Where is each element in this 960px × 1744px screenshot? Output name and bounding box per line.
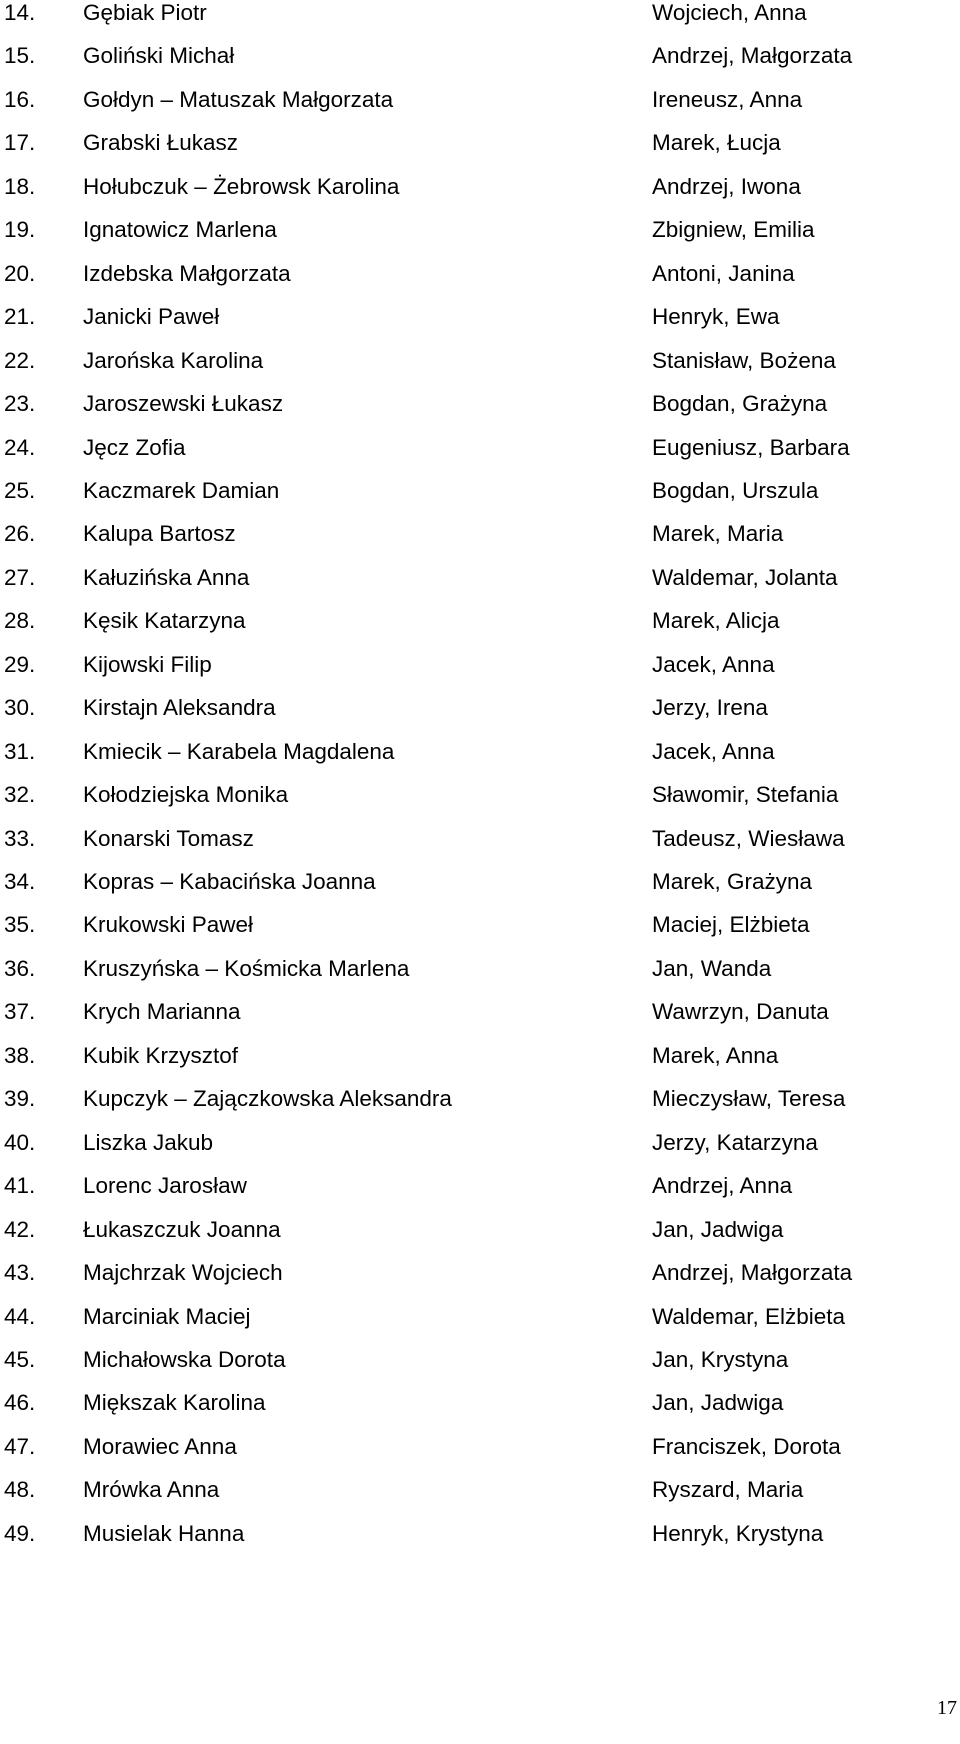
list-item xyxy=(0,343,960,379)
parents-names: Waldemar, Jolanta xyxy=(652,564,838,590)
item-number: 25. xyxy=(4,477,36,503)
parents-names: Wawrzyn, Danuta xyxy=(652,999,829,1025)
parents-names: Andrzej, Małgorzata xyxy=(652,43,853,69)
parents-names: Stanisław, Bożena xyxy=(652,347,836,373)
item-number: 24. xyxy=(4,434,36,460)
item-number: 31. xyxy=(4,738,36,764)
item-number: 28. xyxy=(4,608,36,634)
parents-names: Henryk, Ewa xyxy=(652,304,780,330)
list-item xyxy=(0,516,960,552)
person-name: Kopras – Kabacińska Joanna xyxy=(83,869,376,894)
person-name: Miększak Karolina xyxy=(83,1390,266,1416)
item-number: 33. xyxy=(4,825,36,851)
item-number: 38. xyxy=(4,1042,36,1068)
list-item xyxy=(0,690,960,726)
list-item xyxy=(0,603,960,639)
person-name: Krukowski Paweł xyxy=(83,912,254,938)
person-name: Łukaszczuk Joanna xyxy=(83,1216,281,1242)
item-number: 21. xyxy=(4,304,36,330)
item-number: 42. xyxy=(4,1216,36,1242)
page-number: 17 xyxy=(937,1697,957,1719)
parents-names: Jan, Jadwiga xyxy=(652,1390,784,1416)
parents-names: Andrzej, Iwona xyxy=(652,173,801,199)
parents-names: Bogdan, Grażyna xyxy=(652,391,828,417)
person-name: Goliński Michał xyxy=(83,43,235,69)
list-item xyxy=(0,1429,960,1465)
list-item xyxy=(0,212,960,248)
person-name: Liszka Jakub xyxy=(83,1129,214,1155)
list-item xyxy=(0,82,960,118)
person-name: Kalupa Bartosz xyxy=(83,521,236,547)
person-name: Kupczyk – Zajączkowska Aleksandra xyxy=(83,1086,452,1112)
person-name: Krych Marianna xyxy=(83,999,241,1025)
person-name: Grabski Łukasz xyxy=(83,130,239,156)
list-item xyxy=(0,951,960,987)
item-number: 48. xyxy=(4,1477,36,1503)
list-item xyxy=(0,473,960,509)
item-number: 14. xyxy=(4,0,36,25)
person-name: Izdebska Małgorzata xyxy=(83,260,291,286)
parents-names: Henryk, Krystyna xyxy=(652,1520,824,1546)
person-name: Jaroszewski Łukasz xyxy=(83,391,284,417)
parents-names: Wojciech, Anna xyxy=(652,0,807,25)
parents-names: Zbigniew, Emilia xyxy=(652,217,815,243)
parents-names: Jan, Krystyna xyxy=(652,1346,789,1372)
list-item xyxy=(0,430,960,466)
parents-names: Eugeniusz, Barbara xyxy=(652,434,850,460)
parents-names: Jacek, Anna xyxy=(652,738,775,764)
parents-names: Antoni, Janina xyxy=(652,260,795,286)
person-name: Ignatowicz Marlena xyxy=(83,217,277,243)
list-item xyxy=(0,1081,960,1117)
person-name: Mrówka Anna xyxy=(83,1477,220,1503)
list-item xyxy=(0,734,960,770)
person-name: Jarońska Karolina xyxy=(83,347,264,373)
item-number: 44. xyxy=(4,1303,36,1329)
person-name: Hołubczuk – Żebrowsk Karolina xyxy=(83,173,400,199)
parents-names: Maciej, Elżbieta xyxy=(652,912,810,938)
list-item xyxy=(0,1472,960,1508)
list-item xyxy=(0,386,960,422)
item-number: 23. xyxy=(4,391,36,417)
list-item xyxy=(0,0,960,31)
person-name: Kołodziejska Monika xyxy=(83,782,289,808)
person-name: Majchrzak Wojciech xyxy=(83,1260,283,1286)
list-item xyxy=(0,1342,960,1378)
item-number: 40. xyxy=(4,1129,36,1155)
list-item xyxy=(0,1212,960,1248)
person-name: Kaczmarek Damian xyxy=(83,477,280,503)
person-name: Gołdyn – Matuszak Małgorzata xyxy=(83,86,394,112)
list-item xyxy=(0,1299,960,1335)
person-name: Kubik Krzysztof xyxy=(83,1042,239,1068)
parents-names: Jan, Wanda xyxy=(652,955,772,981)
parents-names: Marek, Maria xyxy=(652,521,784,547)
person-name: Kijowski Filip xyxy=(83,651,212,677)
parents-names: Marek, Anna xyxy=(652,1042,779,1068)
parents-names: Ireneusz, Anna xyxy=(652,86,803,112)
item-number: 36. xyxy=(4,955,36,981)
person-name: Kirstajn Aleksandra xyxy=(83,695,276,721)
item-number: 37. xyxy=(4,999,36,1025)
parents-names: Marek, Łucja xyxy=(652,130,781,156)
person-name: Kmiecik – Karabela Magdalena xyxy=(83,738,395,764)
item-number: 27. xyxy=(4,564,36,590)
list-item xyxy=(0,994,960,1030)
parents-names: Jerzy, Katarzyna xyxy=(652,1129,818,1155)
parents-names: Tadeusz, Wiesława xyxy=(652,825,845,851)
list-item xyxy=(0,299,960,335)
list-item xyxy=(0,125,960,161)
item-number: 30. xyxy=(4,695,36,721)
item-number: 41. xyxy=(4,1173,36,1199)
list-item xyxy=(0,1385,960,1421)
list-item xyxy=(0,1516,960,1552)
item-number: 35. xyxy=(4,912,36,938)
person-name: Lorenc Jarosław xyxy=(83,1173,247,1199)
person-name: Kęsik Katarzyna xyxy=(83,608,246,634)
item-number: 49. xyxy=(4,1520,36,1546)
item-number: 22. xyxy=(4,347,36,373)
parents-names: Mieczysław, Teresa xyxy=(652,1086,846,1112)
item-number: 45. xyxy=(4,1346,36,1372)
list-item xyxy=(0,1168,960,1204)
item-number: 34. xyxy=(4,869,36,894)
item-number: 16. xyxy=(4,86,36,112)
person-name: Musielak Hanna xyxy=(83,1520,245,1546)
parents-names: Jacek, Anna xyxy=(652,651,775,677)
person-name: Konarski Tomasz xyxy=(83,825,254,851)
person-name: Morawiec Anna xyxy=(83,1433,237,1459)
list-item xyxy=(0,560,960,596)
parents-names: Andrzej, Małgorzata xyxy=(652,1260,853,1286)
person-name: Marciniak Maciej xyxy=(83,1303,251,1329)
person-name: Kałuzińska Anna xyxy=(83,564,250,590)
parents-names: Sławomir, Stefania xyxy=(652,782,839,808)
parents-names: Marek, Alicja xyxy=(652,608,780,634)
parents-names: Marek, Grażyna xyxy=(652,869,813,894)
item-number: 47. xyxy=(4,1433,36,1459)
person-name: Janicki Paweł xyxy=(83,304,220,330)
person-name: Michałowska Dorota xyxy=(83,1346,286,1372)
item-number: 26. xyxy=(4,521,36,547)
list-item xyxy=(0,169,960,205)
item-number: 15. xyxy=(4,43,36,69)
list-item xyxy=(0,38,960,74)
person-name: Gębiak Piotr xyxy=(83,0,207,25)
list-item xyxy=(0,907,960,943)
list-item xyxy=(0,1255,960,1291)
item-number: 18. xyxy=(4,173,36,199)
list-item xyxy=(0,777,960,813)
parents-names: Franciszek, Dorota xyxy=(652,1433,841,1459)
item-number: 39. xyxy=(4,1086,36,1112)
item-number: 19. xyxy=(4,217,36,243)
person-name: Kruszyńska – Kośmicka Marlena xyxy=(83,955,410,981)
parents-names: Jerzy, Irena xyxy=(652,695,768,721)
list-item xyxy=(0,821,960,857)
parents-names: Waldemar, Elżbieta xyxy=(652,1303,845,1329)
item-number: 17. xyxy=(4,130,36,156)
item-number: 29. xyxy=(4,651,36,677)
list-item xyxy=(0,1038,960,1074)
list-item xyxy=(0,256,960,292)
parents-names: Ryszard, Maria xyxy=(652,1477,804,1503)
item-number: 20. xyxy=(4,260,36,286)
item-number: 43. xyxy=(4,1260,36,1286)
parents-names: Jan, Jadwiga xyxy=(652,1216,784,1242)
list-item xyxy=(0,647,960,683)
parents-names: Bogdan, Urszula xyxy=(652,477,819,503)
list-item xyxy=(0,864,960,900)
person-name: Jęcz Zofia xyxy=(83,434,186,460)
item-number: 32. xyxy=(4,782,36,808)
parents-names: Andrzej, Anna xyxy=(652,1173,793,1199)
list-item xyxy=(0,1125,960,1161)
item-number: 46. xyxy=(4,1390,36,1416)
